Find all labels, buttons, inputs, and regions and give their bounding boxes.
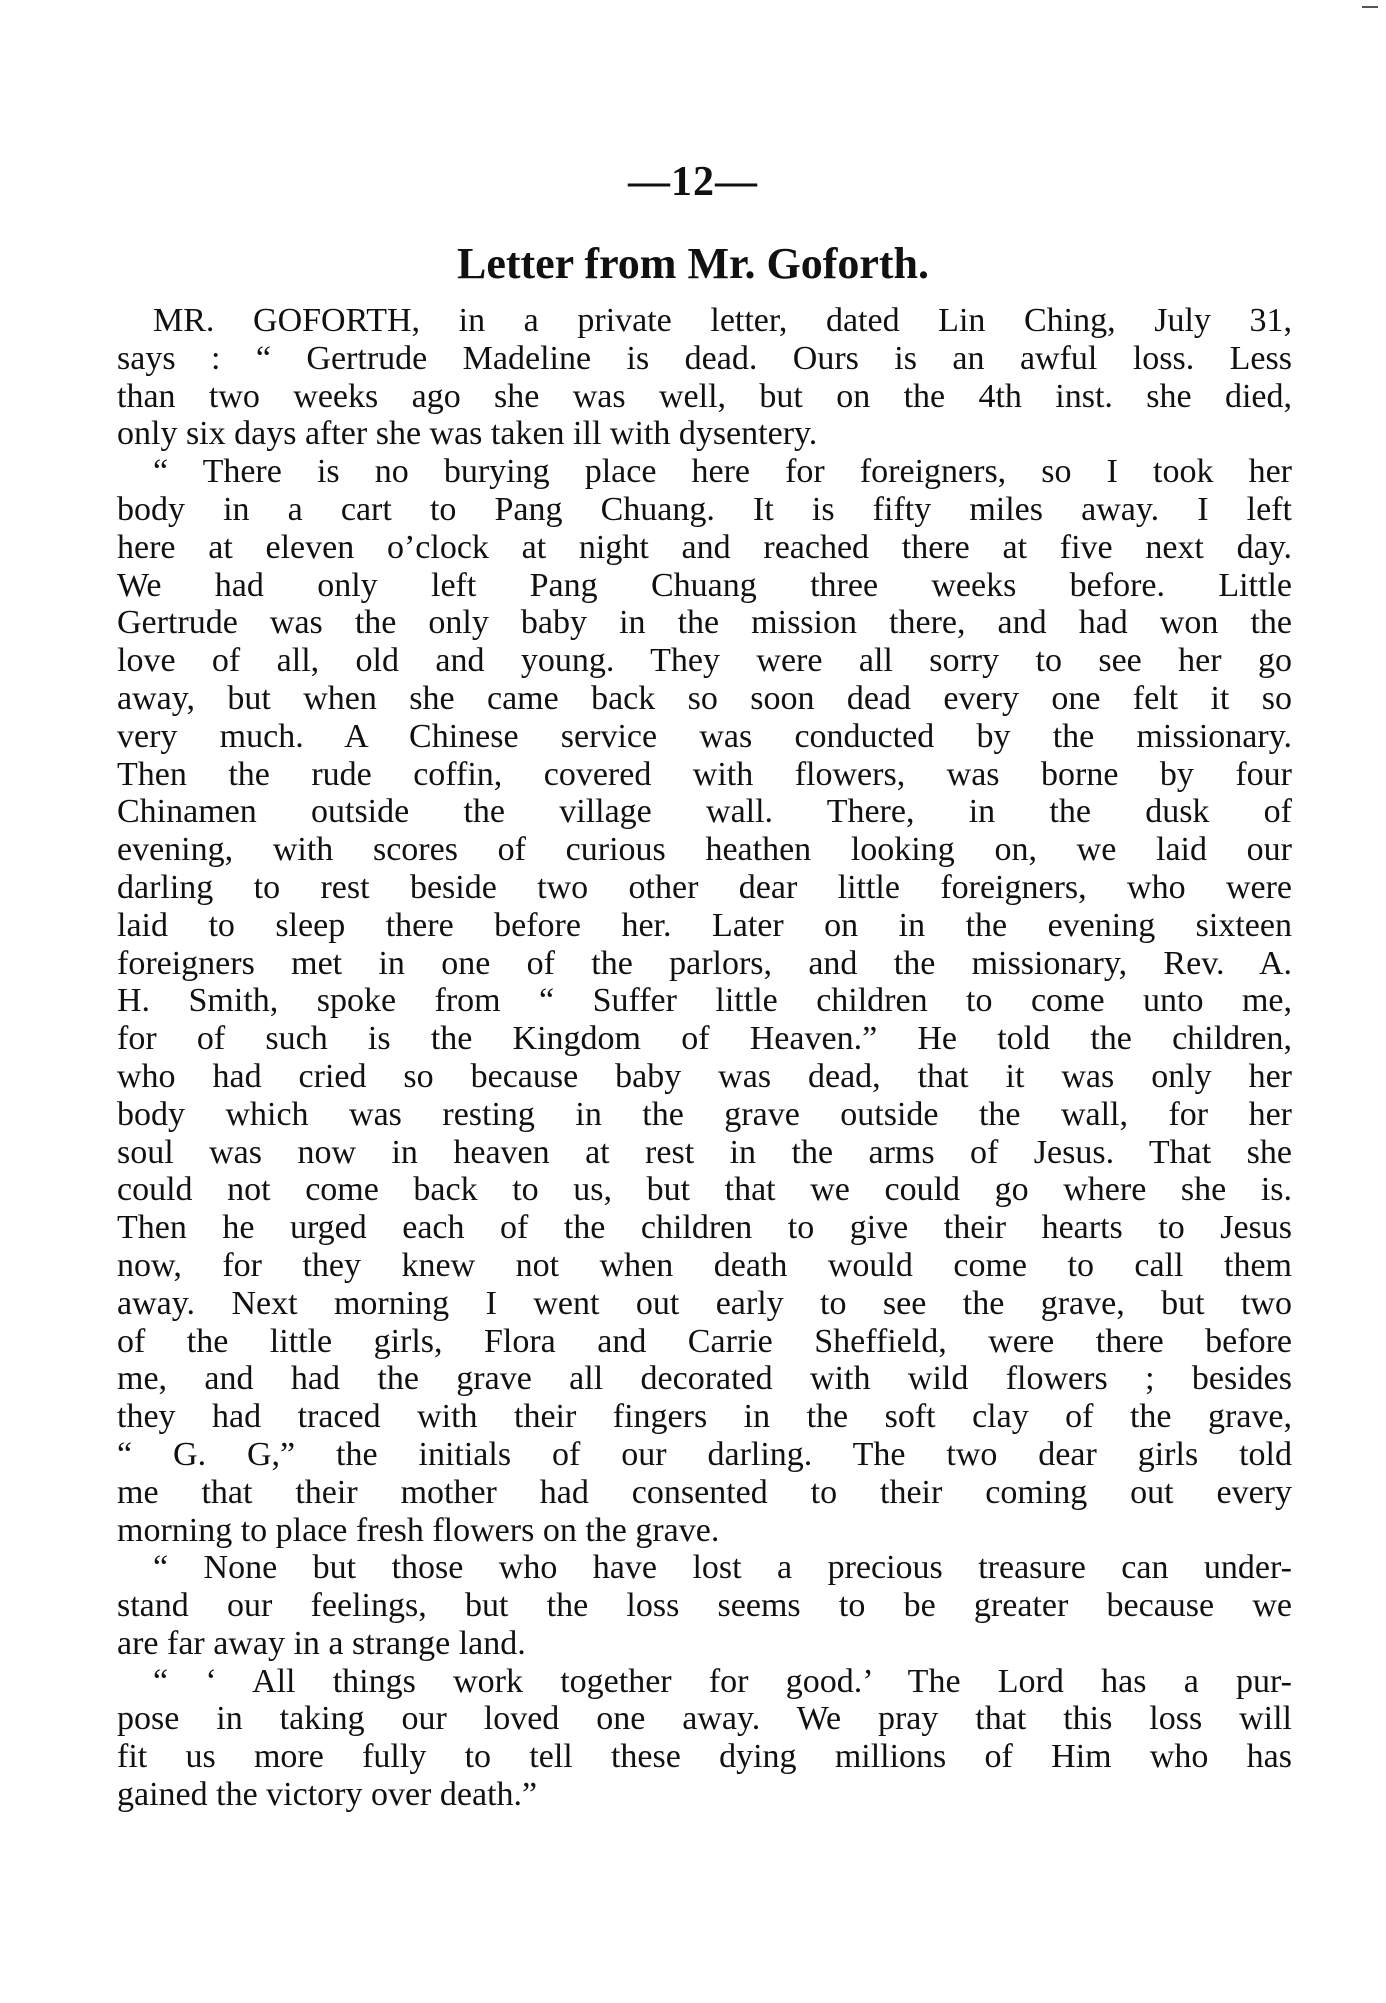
text-line: now, for they knew not when death would come to call them	[117, 1246, 1292, 1284]
text-line: for of such is the Kingdom of Heaven.” He told the children,	[117, 1020, 1292, 1058]
text-line: Then he urged each of the children to give their hearts to Jesus	[117, 1209, 1292, 1247]
text-line: they had traced with their fingers in the soft clay of the grave,	[117, 1398, 1292, 1436]
text-line: foreigners met in one of the parlors, and the missionary, Rev. A.	[117, 944, 1292, 982]
text-line: very much. A Chinese service was conducted by the missionary.	[117, 717, 1292, 755]
text-line: “ There is no burying place here for foreigners, so I took her	[153, 453, 1292, 491]
text-line: than two weeks ago she was well, but on the 4th inst. she died,	[117, 377, 1292, 415]
text-line: morning to place fresh flowers on the grave.	[117, 1511, 720, 1549]
text-line: could not come back to us, but that we could go where she is.	[117, 1171, 1292, 1209]
text-line: body in a cart to Pang Chuang. It is fifty miles away. I left	[117, 490, 1292, 528]
text-line: H. Smith, spoke from “ Suffer little children to come unto me,	[117, 982, 1292, 1020]
letter-body	[117, 302, 1292, 1814]
text-line: pose in taking our loved one away. We pray that this loss will	[117, 1700, 1292, 1738]
text-line: only six days after she was taken ill with dysentery.	[117, 415, 818, 453]
letter-title: Letter from Mr. Goforth.	[456, 239, 930, 288]
text-line: “ ‘ All things work together for good.’ The Lord has a pur-	[153, 1662, 1292, 1700]
text-line: “ None but those who have lost a precious treasure can under-	[153, 1549, 1292, 1587]
text-line: soul was now in heaven at rest in the arms of Jesus. That she	[117, 1133, 1292, 1171]
text-line: MR. GOFORTH, in a private letter, dated Lin Ching, July 31,	[153, 302, 1292, 339]
text-line: are far away in a strange land.	[117, 1624, 526, 1662]
text-line: who had cried so because baby was dead, that it was only her	[117, 1057, 1292, 1095]
text-line: body which was resting in the grave outside the wall, for her	[117, 1095, 1292, 1133]
text-line: Chinamen outside the village wall. There, in the dusk of	[117, 793, 1292, 831]
text-line: me, and had the grave all decorated with wild flowers ; besides	[117, 1360, 1292, 1398]
text-line: darling to rest beside two other dear little foreigners, who were	[117, 868, 1292, 906]
text-line: fit us more fully to tell these dying millions of Him who has	[117, 1738, 1292, 1776]
text-line: love of all, old and young. They were all sorry to see her go	[117, 642, 1292, 680]
text-line: laid to sleep there before her. Later on in the evening sixteen	[117, 906, 1292, 944]
scan-mark	[1362, 6, 1378, 8]
text-line: says : “ Gertrude Madeline is dead. Ours is an awful loss. Less	[117, 339, 1292, 377]
text-line: gained the victory over death.”	[117, 1776, 538, 1814]
text-line: of the little girls, Flora and Carrie Sheffield, were there before	[117, 1322, 1292, 1360]
text-line: We had only left Pang Chuang three weeks before. Little	[117, 566, 1292, 604]
text-line: away. Next morning I went out early to see the grave, but two	[117, 1284, 1292, 1322]
text-line: away, but when she came back so soon dead every one felt it so	[117, 679, 1292, 717]
text-line: here at eleven o’clock at night and reached there at five next day.	[117, 528, 1292, 566]
text-line: me that their mother had consented to their coming out every	[117, 1473, 1292, 1511]
text-line: evening, with scores of curious heathen looking on, we laid our	[117, 831, 1292, 869]
text-line: Gertrude was the only baby in the mission there, and had won the	[117, 604, 1292, 642]
text-line: stand our feelings, but the loss seems to be greater because we	[117, 1587, 1292, 1625]
text-line: “ G. G,” the initials of our darling. The two dear girls told	[117, 1435, 1292, 1473]
page-number: —12—	[628, 159, 758, 205]
text-line: Then the rude coffin, covered with flowers, was borne by four	[117, 755, 1292, 793]
